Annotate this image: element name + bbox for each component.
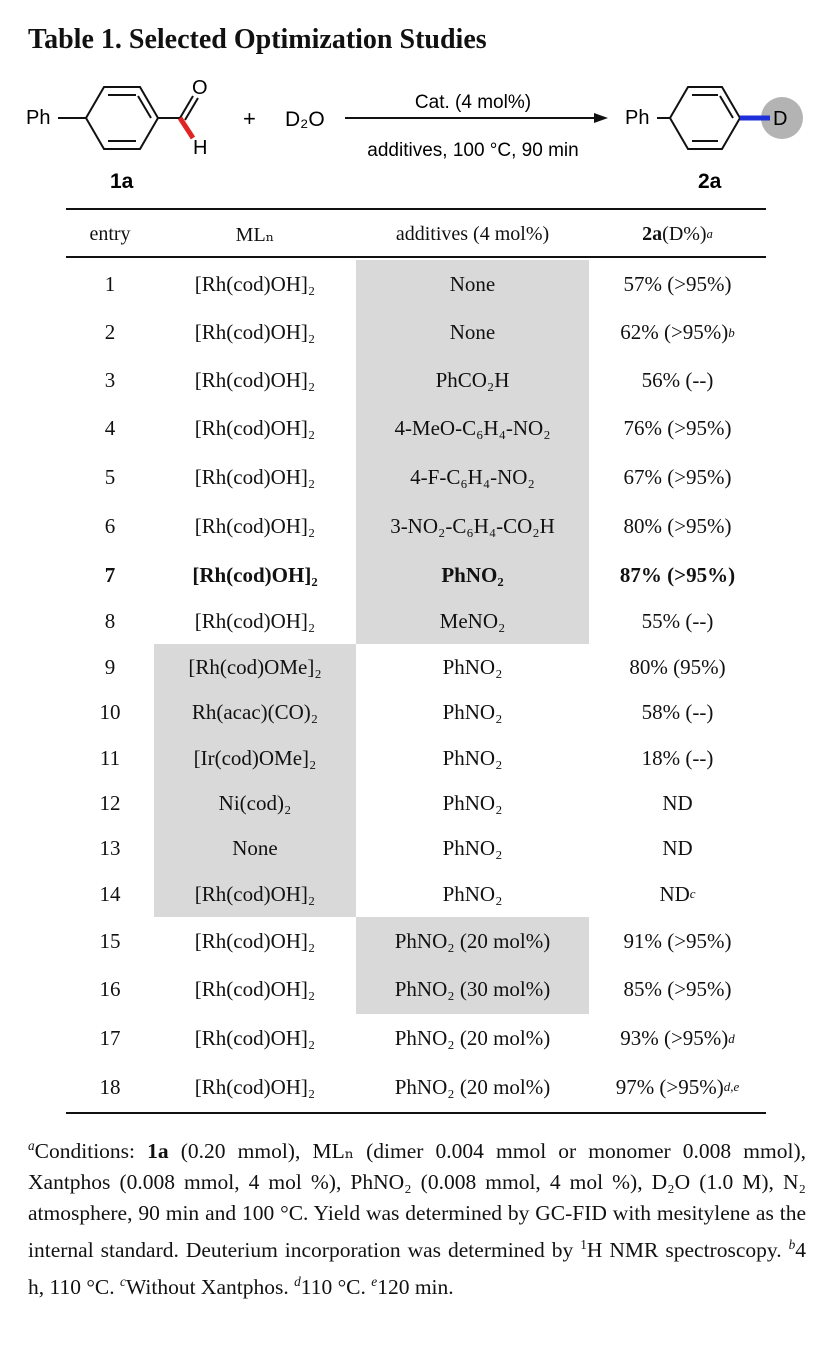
additive-cell: MeNO₂ bbox=[356, 599, 589, 644]
catalyst-cell: [Rh(cod)OH]₂ bbox=[194, 465, 316, 489]
additive-cell: PhNO₂ bbox=[442, 745, 503, 770]
yield-value: 91% (>95%) bbox=[623, 928, 732, 953]
yield-cell bbox=[589, 690, 766, 735]
additive-cell: PhNO₂ (20 mol%) bbox=[394, 1074, 551, 1099]
yield-value: ND bbox=[662, 791, 693, 815]
plus-sign: + bbox=[243, 106, 256, 131]
yield-value: 80% (>95%) bbox=[623, 514, 732, 538]
yield-value: ND bbox=[659, 881, 690, 906]
footnote-c-text: Without Xantphos. bbox=[125, 1275, 295, 1300]
catalyst-cell: [Rh(cod)OH]₂ bbox=[194, 609, 316, 633]
additive-cell: PhNO₂ bbox=[356, 551, 589, 599]
entry-cell: 11 bbox=[99, 745, 121, 770]
table-row bbox=[66, 917, 766, 965]
header-additives: additives (4 mol%) bbox=[395, 222, 550, 245]
benzene-ring-reactant bbox=[86, 87, 158, 149]
footnote-d-text: 110 °C. bbox=[300, 1275, 372, 1300]
table-row bbox=[66, 502, 766, 551]
yield-cell bbox=[589, 871, 766, 917]
ch-bond-highlight bbox=[180, 118, 193, 138]
additive-cell: 4-F-C₆H₄-NO₂ bbox=[356, 453, 589, 502]
header-yield-text: (D%) bbox=[662, 222, 707, 245]
yield-value: 85% (>95%) bbox=[623, 977, 732, 1001]
footnote-a-text-3: H NMR spectroscopy. bbox=[586, 1238, 789, 1263]
header-entry: entry bbox=[89, 222, 131, 245]
yield-cell bbox=[589, 1014, 766, 1063]
table-row bbox=[66, 781, 766, 826]
yield-value: ND bbox=[662, 836, 693, 860]
additive-cell: PhNO₂ (20 mol%) bbox=[394, 1026, 551, 1050]
table-row bbox=[66, 644, 766, 690]
footnote-a-text-1: Conditions: bbox=[34, 1139, 148, 1164]
yield-cell bbox=[589, 357, 766, 404]
table-row bbox=[66, 260, 766, 308]
footnote-mark-e: e bbox=[371, 1274, 378, 1290]
table-row bbox=[66, 308, 766, 357]
catalyst-cell: Ni(cod)₂ bbox=[154, 781, 356, 826]
table-header-row bbox=[66, 212, 766, 256]
footnote-mark-a: a bbox=[28, 1138, 35, 1153]
entry-cell: 17 bbox=[99, 1026, 121, 1050]
reaction-scheme bbox=[0, 70, 839, 200]
entry-cell: 1 bbox=[104, 271, 116, 296]
yield-value: 93% (>95%) bbox=[620, 1026, 729, 1050]
entry-cell: 15 bbox=[99, 928, 121, 953]
catalyst-cell: [Rh(cod)OH]₂ bbox=[194, 514, 316, 538]
catalyst-cell: [Rh(cod)OMe]₂ bbox=[154, 644, 356, 690]
footnote-nmr-sup: 1 bbox=[580, 1237, 587, 1253]
catalyst-cell: [Rh(cod)OH]₂ bbox=[194, 416, 316, 440]
entry-cell: 10 bbox=[99, 700, 121, 724]
yield-value: 87% (>95%) bbox=[619, 562, 736, 587]
entry-cell: 8 bbox=[104, 609, 116, 633]
yield-value: 18% (--) bbox=[641, 745, 714, 770]
additive-cell: PhNO₂ bbox=[442, 700, 503, 724]
entry-cell: 14 bbox=[99, 881, 121, 906]
table-row bbox=[66, 404, 766, 453]
yield-footnote-mark: c bbox=[689, 886, 696, 901]
catalyst-cell: [Rh(cod)OH]₂ bbox=[194, 928, 316, 953]
entry-cell: 16 bbox=[99, 977, 121, 1001]
catalyst-cell: [Rh(cod)OH]₂ bbox=[154, 871, 356, 917]
header-mln: MLₙ bbox=[235, 223, 275, 246]
deuterium-label: D bbox=[773, 108, 788, 130]
footnote-e-text: 120 min. bbox=[377, 1275, 454, 1300]
phenyl-label-product: Ph bbox=[625, 107, 650, 129]
phenyl-label-reactant: Ph bbox=[26, 107, 51, 129]
entry-cell: 6 bbox=[104, 514, 116, 538]
yield-footnote-mark: b bbox=[728, 324, 735, 340]
additive-cell: PhNO₂ bbox=[442, 836, 503, 860]
header-yield bbox=[589, 212, 766, 256]
yield-value: 57% (>95%) bbox=[623, 271, 732, 296]
table-row bbox=[66, 690, 766, 735]
yield-cell bbox=[589, 502, 766, 551]
additive-cell: PhNO₂ (20 mol%) bbox=[356, 917, 589, 965]
catalyst-cell: [Rh(cod)OH]₂ bbox=[194, 977, 316, 1001]
additive-cell: None bbox=[356, 308, 589, 357]
yield-cell bbox=[589, 404, 766, 453]
yield-cell bbox=[589, 599, 766, 644]
entry-cell: 12 bbox=[99, 791, 121, 815]
yield-cell bbox=[589, 781, 766, 826]
entry-cell: 4 bbox=[104, 416, 116, 440]
table-row bbox=[66, 599, 766, 644]
header-yield-compound: 2a bbox=[642, 222, 663, 245]
catalyst-cell: [Rh(cod)OH]₂ bbox=[194, 320, 316, 344]
catalyst-cell: [Rh(cod)OH]₂ bbox=[194, 271, 316, 296]
catalyst-cell: None bbox=[154, 826, 356, 871]
yield-cell bbox=[589, 644, 766, 690]
table-row bbox=[66, 735, 766, 781]
catalyst-cell: [Rh(cod)OH]₂ bbox=[194, 368, 316, 392]
additive-cell: PhNO₂ bbox=[442, 654, 503, 679]
yield-cell bbox=[589, 917, 766, 965]
yield-cell bbox=[589, 965, 766, 1014]
table-row bbox=[66, 871, 766, 917]
yield-value: 58% (--) bbox=[641, 700, 714, 724]
yield-cell bbox=[589, 826, 766, 871]
additive-cell: PhNO₂ bbox=[442, 881, 503, 906]
catalyst-cell: [Ir(cod)OMe]₂ bbox=[154, 735, 356, 781]
footnote-b-text: 4 h, 110 °C. bbox=[28, 1238, 806, 1300]
reactant-label: 1a bbox=[110, 170, 134, 193]
yield-value: 67% (>95%) bbox=[623, 465, 732, 489]
footnote-mark-d: d bbox=[294, 1274, 301, 1290]
additive-cell: PhCO₂H bbox=[356, 357, 589, 404]
catalyst-cell: Rh(acac)(CO)₂ bbox=[154, 690, 356, 735]
yield-value: 97% (>95%) bbox=[615, 1074, 724, 1099]
yield-cell bbox=[589, 453, 766, 502]
yield-value: 56% (--) bbox=[641, 368, 714, 392]
yield-cell bbox=[589, 1063, 766, 1111]
benzene-ring-product bbox=[670, 87, 740, 149]
table-row bbox=[66, 826, 766, 871]
entry-cell: 13 bbox=[99, 836, 121, 860]
table-footnote bbox=[28, 1130, 806, 1303]
arrow-bottom-text: additives, 100 °C, 90 min bbox=[367, 140, 579, 161]
table-row bbox=[66, 357, 766, 404]
entry-cell: 9 bbox=[104, 654, 116, 679]
reagent-d2o: D₂O bbox=[285, 108, 325, 131]
additive-cell: PhNO₂ (30 mol%) bbox=[356, 965, 589, 1014]
footnote-a-text-2: (0.20 mmol), MLₙ (dimer 0.004 mmol or monomer 0.008 mmol), Xantphos (0.008 mmol, 4 mol %), PhNO₂ (0.008 mmol, 4 mol %), D₂O (1.0 M), N₂ atmosphere, 90 min and 100 °C. Yield was determined by GC-FID with mesitylene as the internal standard. Deuterium incorporation was determined by bbox=[28, 1139, 806, 1263]
entry-cell: 18 bbox=[99, 1074, 121, 1099]
arrow-top-text: Cat. (4 mol%) bbox=[414, 92, 532, 113]
yield-cell bbox=[589, 308, 766, 357]
yield-footnote-mark: d,e bbox=[723, 1079, 740, 1094]
table-row bbox=[66, 1063, 766, 1111]
header-yield-footnote-mark: a bbox=[706, 226, 713, 241]
catalyst-cell: [Rh(cod)OH]₂ bbox=[194, 1026, 316, 1050]
footnote-mark-c: c bbox=[120, 1274, 126, 1290]
table-row bbox=[66, 453, 766, 502]
yield-cell bbox=[589, 551, 766, 599]
additive-cell: 3-NO₂-C₆H₄-CO₂H bbox=[356, 502, 589, 551]
table-row bbox=[66, 551, 766, 599]
table-row bbox=[66, 1014, 766, 1063]
yield-value: 76% (>95%) bbox=[623, 416, 732, 440]
aldehyde-oxygen: O bbox=[192, 77, 208, 99]
entry-cell: 5 bbox=[104, 465, 116, 489]
footnote-mark-b: b bbox=[788, 1237, 796, 1253]
table-title: Table 1. Selected Optimization Studies bbox=[28, 24, 487, 55]
top-rule bbox=[66, 208, 766, 210]
entry-cell: 7 bbox=[104, 562, 116, 587]
additive-cell: PhNO₂ bbox=[442, 791, 503, 815]
yield-cell bbox=[589, 260, 766, 308]
header-rule bbox=[66, 256, 766, 258]
catalyst-cell: [Rh(cod)OH]₂ bbox=[194, 1074, 316, 1099]
yield-cell bbox=[589, 735, 766, 781]
catalyst-cell: [Rh(cod)OH]₂ bbox=[192, 562, 318, 587]
yield-value: 62% (>95%) bbox=[620, 320, 729, 344]
additive-cell: None bbox=[356, 260, 589, 308]
yield-value: 55% (--) bbox=[641, 609, 714, 633]
entry-cell: 2 bbox=[104, 320, 116, 344]
entry-cell: 3 bbox=[104, 368, 116, 392]
yield-value: 80% (95%) bbox=[629, 654, 726, 679]
aldehyde-hydrogen: H bbox=[193, 137, 208, 159]
table-row bbox=[66, 965, 766, 1014]
footnote-a-compound: 1a bbox=[147, 1139, 169, 1164]
additive-cell: 4-MeO-C₆H₄-NO₂ bbox=[356, 404, 589, 453]
bottom-rule bbox=[66, 1112, 766, 1114]
product-label: 2a bbox=[698, 170, 722, 193]
yield-footnote-mark: d bbox=[728, 1030, 735, 1046]
